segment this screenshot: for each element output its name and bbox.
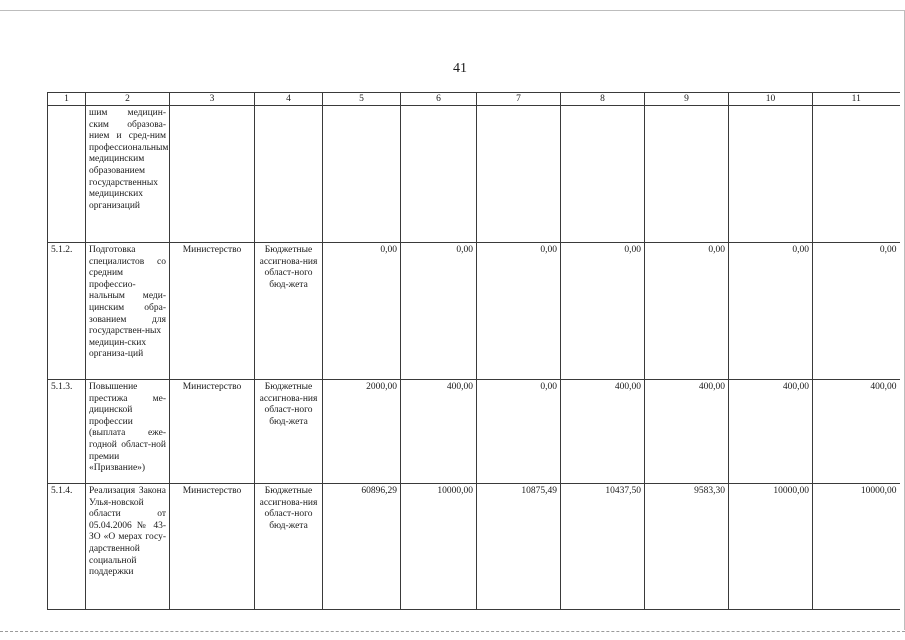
header-cell: 8: [561, 93, 645, 106]
row-value-col7: 0,00: [477, 243, 561, 380]
row-value-col6: 400,00: [401, 380, 477, 484]
row-value-col7: 0,00: [477, 380, 561, 484]
row-value-col10: 0,00: [729, 243, 813, 380]
table-row: [48, 484, 900, 610]
row-value-col8: 10437,50: [561, 484, 645, 610]
header-cell: 7: [477, 93, 561, 106]
budget-table: [47, 92, 900, 610]
row-executor: [170, 106, 255, 243]
row-value-col5: 60896,29: [323, 484, 401, 610]
header-cell: 9: [645, 93, 729, 106]
row-value-col10: 400,00: [729, 380, 813, 484]
row-value-col7: 10875,49: [477, 484, 561, 610]
row-value-col9: 400,00: [645, 380, 729, 484]
row-source: Бюджетные ассигнова-ния област-ного бюд-жета: [255, 484, 323, 610]
row-executor: Министерство: [170, 380, 255, 484]
row-value-col6: 10000,00: [401, 484, 477, 610]
header-cell: 10: [729, 93, 813, 106]
header-cell: 2: [86, 93, 170, 106]
row-value-col9: 0,00: [645, 243, 729, 380]
table-row: [48, 106, 900, 243]
row-source: [255, 106, 323, 243]
header-cell: 11: [813, 93, 900, 106]
row-value-col7: [477, 106, 561, 243]
row-value-col9: [645, 106, 729, 243]
row-name: Повышение престижа ме-дицинской профессии (выплата еже-годной област-ной премии «Призвание»): [86, 380, 170, 484]
row-value-col8: 0,00: [561, 243, 645, 380]
row-code: 5.1.2.: [48, 243, 86, 380]
row-code: 5.1.3.: [48, 380, 86, 484]
table-header-row: [48, 93, 900, 106]
page-number: 41: [453, 61, 467, 76]
row-value-col11: [813, 106, 900, 243]
table-row: [48, 243, 900, 380]
row-executor: Министерство: [170, 243, 255, 380]
row-value-col11: 0,00: [813, 243, 900, 380]
row-value-col5: 0,00: [323, 243, 401, 380]
row-name: Реализация Закона Улья-новской области от 05.04.2006 № 43-ЗО «О мерах госу-дарственной социальной поддержки: [86, 484, 170, 610]
row-code: [48, 106, 86, 243]
row-value-col10: [729, 106, 813, 243]
row-executor: Министерство: [170, 484, 255, 610]
header-cell: 6: [401, 93, 477, 106]
row-value-col11: 10000,00: [813, 484, 900, 610]
row-value-col5: [323, 106, 401, 243]
row-name: Подготовка специалистов со средним профессио-нальным меди-цинским обра-зованием для государствен-ных медицин-ских организа-ций: [86, 243, 170, 380]
table-row: [48, 380, 900, 484]
row-source: Бюджетные ассигнова-ния област-ного бюд-жета: [255, 380, 323, 484]
row-value-col5: 2000,00: [323, 380, 401, 484]
header-cell: 5: [323, 93, 401, 106]
header-cell: 3: [170, 93, 255, 106]
row-value-col6: 0,00: [401, 243, 477, 380]
row-code: 5.1.4.: [48, 484, 86, 610]
row-value-col9: 9583,30: [645, 484, 729, 610]
row-value-col8: 400,00: [561, 380, 645, 484]
page-top-edge: [0, 10, 905, 11]
row-source: Бюджетные ассигнова-ния област-ного бюд-жета: [255, 243, 323, 380]
header-cell: 1: [48, 93, 86, 106]
row-value-col8: [561, 106, 645, 243]
row-value-col11: 400,00: [813, 380, 900, 484]
row-name: шим медицин-ским образова-нием и сред-ним профессиональным медицинским образованием государственных медицинских организаций: [86, 106, 170, 243]
header-cell: 4: [255, 93, 323, 106]
page-bottom-edge: [0, 631, 905, 632]
row-value-col10: 10000,00: [729, 484, 813, 610]
row-value-col6: [401, 106, 477, 243]
